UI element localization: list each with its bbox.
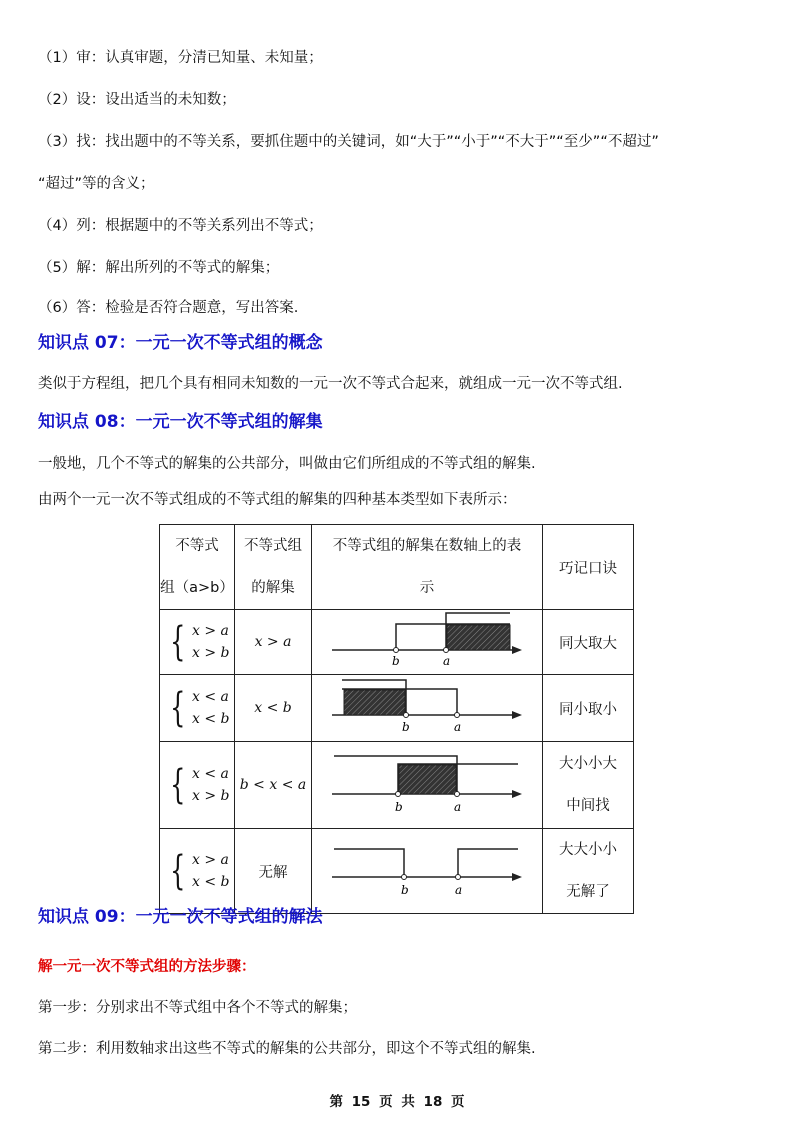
- number-line-diagram: [312, 610, 542, 670]
- solution-region: [399, 765, 456, 794]
- solution-set-table: [159, 524, 634, 914]
- inequality-1: x < a: [191, 689, 229, 705]
- inequality-1: x < a: [191, 766, 229, 782]
- label-a: a: [454, 720, 462, 734]
- number-line-cell: [312, 829, 543, 914]
- step-line-4: （4）列：根据题中的不等关系列出不等式；: [38, 218, 323, 234]
- label-a: a: [454, 800, 462, 814]
- number-line-cell: [312, 742, 543, 829]
- page-footer: 第 15 页 共 18 页: [329, 1094, 465, 1110]
- number-line-cell: [312, 610, 543, 675]
- inequality-1: x > a: [191, 623, 229, 639]
- label-b: b: [401, 883, 409, 897]
- header-number-line: 不等式组的解集在数轴上的表 示: [312, 525, 543, 610]
- total-page-count: 18: [423, 1094, 443, 1110]
- mnemonic-cell: 大小小大 中间找: [543, 742, 634, 829]
- label-a: a: [443, 654, 451, 668]
- table-header-row: [160, 525, 634, 610]
- table-row: [160, 610, 634, 675]
- kp08-text-2: 由两个一元一次不等式组成的不等式组的解集的四种基本类型如下表所示：: [38, 492, 517, 508]
- table-row: [160, 742, 634, 829]
- system-cell: { x > a x < b: [160, 829, 235, 914]
- number-line-cell: [312, 675, 543, 742]
- inequality-2: x > b: [191, 788, 230, 804]
- point-b: [394, 648, 399, 653]
- solution-cell: b < x < a: [235, 742, 312, 829]
- inequality-2: x > b: [191, 645, 230, 661]
- point-a: [456, 875, 461, 880]
- system-cell: { x > a x > b: [160, 610, 235, 675]
- number-line-diagram: [312, 742, 542, 824]
- axis-arrow: [512, 790, 522, 798]
- mnemonic-cell: 同小取小: [543, 675, 634, 742]
- point-a: [455, 713, 460, 718]
- header-system: 不等式 组（a>b）: [160, 525, 235, 610]
- point-a: [455, 792, 460, 797]
- label-b: b: [392, 654, 400, 668]
- step-line-5: （5）解：解出所列的不等式的解集；: [38, 260, 280, 276]
- kp09-heading: 知识点 09：一元一次不等式组的解法: [38, 907, 323, 927]
- point-b: [404, 713, 409, 718]
- method-step-2: 第二步：利用数轴求出这些不等式的解集的公共部分，即这个不等式组的解集.: [38, 1041, 536, 1057]
- step-line-2: （2）设：设出适当的未知数；: [38, 92, 236, 108]
- ray-x-gt-a: [458, 849, 518, 877]
- inequality-2: x < b: [191, 711, 230, 727]
- point-b: [396, 792, 401, 797]
- kp07-heading: 知识点 07：一元一次不等式组的概念: [38, 333, 323, 353]
- kp07-text: 类似于方程组，把几个具有相同未知数的一元一次不等式合起来，就组成一元一次不等式组.: [38, 376, 623, 392]
- step-line-6: （6）答：检验是否符合题意，写出答案.: [38, 300, 299, 316]
- kp08-heading: 知识点 08：一元一次不等式组的解集: [38, 412, 323, 432]
- method-steps-heading: 解一元一次不等式组的方法步骤：: [38, 959, 256, 975]
- point-a: [444, 648, 449, 653]
- ray-x-lt-b: [334, 849, 404, 877]
- method-step-1: 第一步：分别求出不等式组中各个不等式的解集；: [38, 1000, 357, 1016]
- system-cell: { x < a x > b: [160, 742, 235, 829]
- header-mnemonic: 巧记口诀: [543, 525, 634, 610]
- header-solution: 不等式组 的解集: [235, 525, 312, 610]
- mnemonic-cell: 大大小小 无解了: [543, 829, 634, 914]
- axis-arrow: [512, 873, 522, 881]
- table-row: [160, 675, 634, 742]
- label-a: a: [455, 883, 463, 897]
- solution-region: [344, 690, 405, 715]
- number-line-diagram: [312, 829, 542, 909]
- number-line-diagram: [312, 675, 542, 737]
- solution-cell: 无解: [235, 829, 312, 914]
- solution-cell: x > a: [235, 610, 312, 675]
- step-line-1: （1）审：认真审题，分清已知量、未知量；: [38, 50, 323, 66]
- inequality-1: x > a: [191, 852, 229, 868]
- mnemonic-cell: 同大取大: [543, 610, 634, 675]
- label-b: b: [395, 800, 403, 814]
- axis-arrow: [512, 646, 522, 654]
- system-cell: { x < a x < b: [160, 675, 235, 742]
- current-page-number: 15: [351, 1094, 371, 1110]
- kp08-text-1: 一般地，几个不等式的解集的公共部分，叫做由它们所组成的不等式组的解集.: [38, 456, 536, 472]
- inequality-2: x < b: [191, 874, 230, 890]
- point-b: [402, 875, 407, 880]
- solution-region: [447, 625, 510, 650]
- label-b: b: [402, 720, 410, 734]
- axis-arrow: [512, 711, 522, 719]
- solution-cell: x < b: [235, 675, 312, 742]
- step-line-3-cont: “超过”等的含义；: [38, 176, 155, 192]
- table-row: [160, 829, 634, 914]
- step-line-3: （3）找：找出题中的不等关系，要抓住题中的关键词，如“大于”“小于”“不大于”“至少”“不超过”: [38, 134, 659, 150]
